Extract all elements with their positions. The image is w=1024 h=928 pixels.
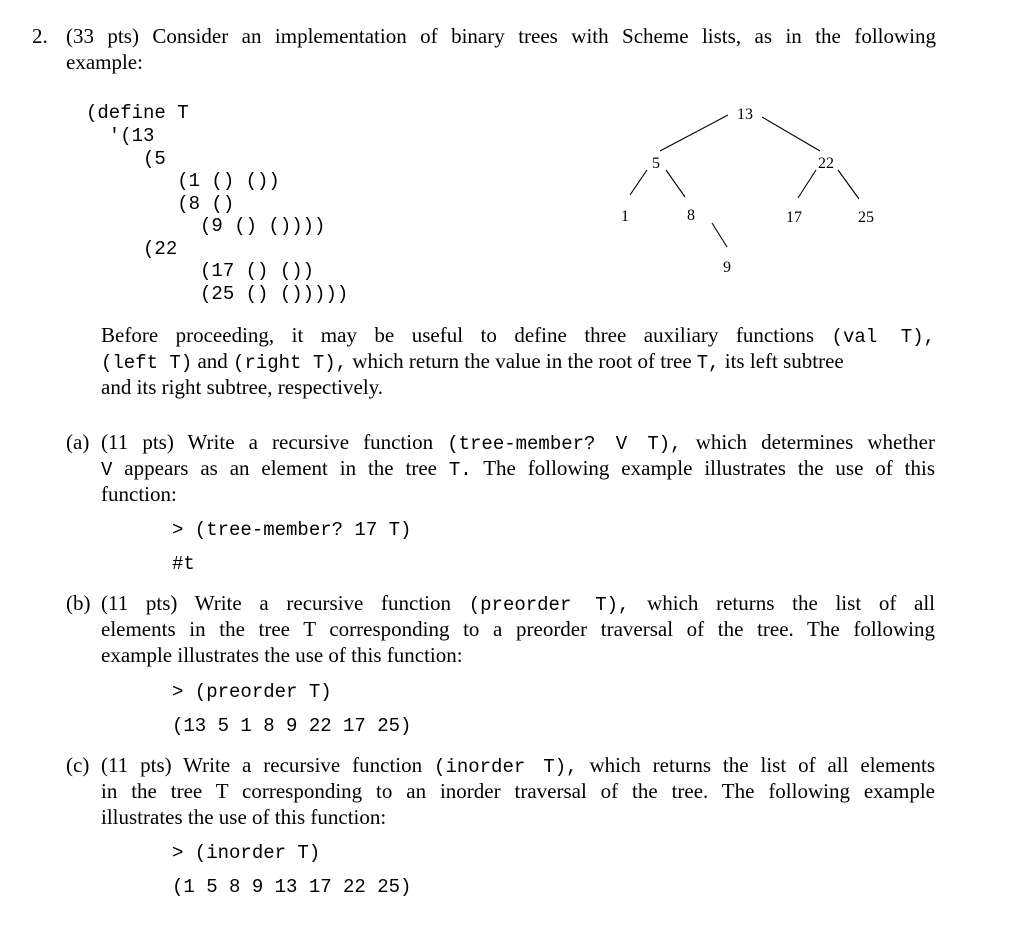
binary-tree-diagram	[600, 95, 900, 280]
part-c-line-2: in the tree T corresponding to an inorder traversal of the tree. The following example	[101, 779, 935, 803]
part-b-line-3: example illustrates the use of this function:	[101, 643, 463, 667]
code-line: (8 ()	[86, 193, 235, 215]
part-c-example-output: (1 5 8 9 13 17 22 25)	[172, 876, 412, 898]
intro-line-1	[101, 322, 935, 350]
part-a-text: which determines whether	[695, 430, 935, 454]
part-b-line-1	[101, 590, 935, 618]
code-line: (17 () ())	[86, 260, 315, 282]
tree-node: 22	[818, 155, 834, 172]
tree-node: 25	[858, 209, 874, 226]
part-b-example-output: (13 5 1 8 9 22 17 25)	[172, 715, 412, 737]
tree-node: 17	[786, 209, 802, 226]
part-c-line-1	[101, 752, 935, 780]
code-line: (5	[86, 148, 166, 170]
intro-line-3: and its right subtree, respectively.	[101, 375, 384, 399]
part-b-text: which returns the list of all	[647, 591, 936, 615]
code-inline: T,	[696, 352, 720, 374]
question-text-line-2: example:	[66, 50, 143, 74]
code-line: '(13	[86, 125, 155, 147]
part-a-line-2	[101, 455, 935, 483]
part-c-text: (11 pts) Write a recursive function	[101, 753, 423, 777]
part-a-text: The following example illustrates the use of this	[483, 456, 936, 480]
part-c-line-3: illustrates the use of this function:	[101, 805, 387, 829]
part-a-line-1	[101, 429, 935, 457]
part-b-text: (11 pts) Write a recursive function	[101, 591, 452, 615]
edge-22-17	[798, 170, 816, 198]
code-inline: (val T),	[831, 326, 935, 348]
question-text-line-1: (33 pts) Consider an implementation of binary trees with Scheme lists, as in the following	[66, 24, 936, 48]
tree-edges	[630, 115, 859, 247]
code-line: (1 () ())	[86, 170, 280, 192]
tree-node: 5	[652, 155, 660, 172]
code-inline: (left T)	[101, 352, 193, 374]
tree-node: 9	[723, 259, 731, 276]
edge-22-25	[838, 170, 859, 199]
code-inline: T.	[448, 459, 472, 481]
part-a-line-3: function:	[101, 482, 177, 506]
code-line: (9 () ())))	[86, 215, 326, 237]
code-inline: (right T),	[233, 352, 348, 374]
part-c-label: (c)	[66, 753, 90, 777]
part-b-label: (b)	[66, 591, 91, 615]
part-b-line-2: elements in the tree T corresponding to a preorder traversal of the tree. The following	[101, 617, 935, 641]
tree-node: 13	[737, 106, 753, 123]
code-line: (25 () ()))))	[86, 283, 349, 305]
intro-text: its left subtree	[724, 349, 844, 373]
edge-13-22	[762, 117, 820, 151]
code-inline: (inorder T),	[434, 756, 578, 778]
code-inline: (preorder T),	[468, 594, 630, 616]
intro-line-2	[101, 348, 844, 376]
code-inline: (tree-member? V T),	[447, 433, 682, 455]
intro-text: which return the value in the root of tree	[352, 349, 692, 373]
question-number: 2.	[32, 24, 48, 48]
edge-13-5	[660, 115, 728, 151]
part-a-text: appears as an element in the tree	[124, 456, 437, 480]
part-c-text: which returns the list of all elements	[589, 753, 936, 777]
tree-node: 8	[687, 207, 695, 224]
part-a-label: (a)	[66, 430, 90, 454]
intro-text: and	[197, 349, 228, 373]
part-a-example-output: #t	[172, 553, 195, 575]
edge-5-1	[630, 170, 647, 195]
tree-node: 1	[621, 208, 629, 225]
code-inline: V	[101, 459, 113, 481]
edge-8-9	[712, 223, 727, 247]
intro-text: Before proceeding, it may be useful to define three auxiliary functions	[101, 323, 815, 347]
part-a-text: (11 pts) Write a recursive function	[101, 430, 434, 454]
code-line: (define T	[86, 102, 189, 124]
tree-nodes	[621, 106, 874, 276]
edge-5-8	[666, 170, 685, 197]
part-a-example-input: > (tree-member? 17 T)	[172, 519, 412, 541]
part-c-example-input: > (inorder T)	[172, 842, 321, 864]
code-line: (22	[86, 238, 178, 260]
part-b-example-input: > (preorder T)	[172, 681, 332, 703]
